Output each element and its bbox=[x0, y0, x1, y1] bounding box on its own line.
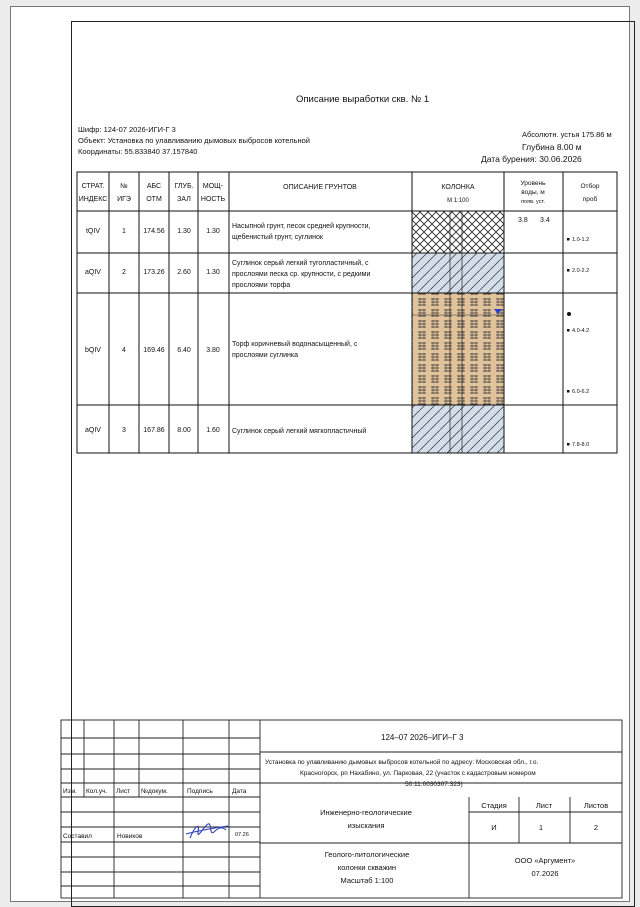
header-ige-2: ИГЭ bbox=[117, 196, 131, 203]
cell-thick: 1.30 bbox=[206, 269, 220, 276]
cell-thick: 1.30 bbox=[206, 228, 220, 235]
cell-abs: 173.26 bbox=[143, 269, 165, 276]
stamp-project-line: Установка по улавливанию дымовых выбросов котельной по адресу: Московская обл., г.о. bbox=[265, 759, 539, 766]
cell-thick: 1.60 bbox=[206, 427, 220, 434]
sample-label: 2.0-2.2 bbox=[572, 268, 590, 274]
sheet-label: Лист bbox=[535, 801, 553, 810]
drawing-line: Геолого-литологические bbox=[324, 850, 410, 859]
sheet-value: 1 bbox=[538, 823, 544, 832]
drill-date-text: Дата бурения: 30.06.2026 bbox=[481, 154, 582, 164]
header-column-scale: М 1:100 bbox=[447, 198, 469, 204]
page-title: Описание выработки скв. № 1 bbox=[296, 94, 430, 105]
sheets-label: Листов bbox=[583, 801, 609, 810]
stamp-code: 124–07 2026–ИГИ–Г 3 bbox=[381, 733, 464, 742]
cell-ige: 2 bbox=[122, 269, 126, 276]
cell-description: Суглинок серый легкий мягкопластичный bbox=[232, 428, 367, 435]
depth-text: Глубина 8.00 м bbox=[522, 142, 582, 152]
cell-ige: 3 bbox=[122, 427, 126, 434]
stamp-project-line: Красногорск, рп Нахабино, ул. Парковая, 22 (участок с кадастровым номером bbox=[300, 770, 536, 777]
section-line: Инженерно-геологические bbox=[320, 808, 412, 817]
org-date: 07.2026 bbox=[531, 869, 559, 878]
header-thick-2: НОСТЬ bbox=[200, 196, 226, 203]
cell-strat: aQIV bbox=[85, 269, 101, 276]
header-abs-2: ОТМ bbox=[146, 196, 162, 203]
col-date: Дата bbox=[232, 788, 247, 795]
cell-abs: 167.86 bbox=[143, 427, 165, 434]
sheets-value: 2 bbox=[593, 823, 599, 832]
header-samples-2: проб bbox=[582, 196, 598, 203]
composed-date: 07.26 bbox=[235, 832, 249, 838]
stage-value: И bbox=[491, 823, 497, 832]
cell-strat: bQIV bbox=[85, 347, 101, 354]
header-water-2: воды, м bbox=[521, 189, 545, 196]
signature bbox=[186, 824, 228, 838]
header-depth-2: ЗАЛ bbox=[177, 196, 191, 203]
cell-description: Суглинок серый легкий тугопластичный, с bbox=[232, 260, 369, 267]
header-strat-1: СТРАТ. bbox=[81, 183, 105, 190]
header-column: КОЛОНКА bbox=[441, 184, 475, 191]
header-samples-1: Отбор bbox=[580, 183, 600, 190]
header-abs-1: АБС bbox=[146, 183, 162, 190]
drawing-line: Масштаб 1:100 bbox=[340, 876, 394, 885]
header-water-1: Уровень bbox=[520, 180, 546, 187]
water-appeared: 3.8 bbox=[518, 217, 528, 224]
cell-description: прослоями торфа bbox=[232, 282, 291, 289]
cell-depth: 1.30 bbox=[177, 228, 191, 235]
org-name: ООО «Аргумент» bbox=[514, 856, 576, 865]
header-strat-2: ИНДЕКС bbox=[78, 196, 108, 203]
water-steady: 3.4 bbox=[540, 217, 550, 224]
cell-strat: aQIV bbox=[85, 427, 101, 434]
cell-strat: tQIV bbox=[85, 228, 101, 235]
header-ige-1: № bbox=[120, 183, 128, 190]
header-thick-1: МОЩ- bbox=[202, 183, 224, 190]
stage-label: Стадия bbox=[481, 801, 507, 810]
cell-description: прослоями песка ср. крупности, с редкими bbox=[232, 271, 371, 278]
col-izm: Изм. bbox=[63, 788, 77, 795]
cell-depth: 2.60 bbox=[177, 269, 191, 276]
col-sign: Подпись bbox=[187, 788, 213, 795]
section-line: изыскания bbox=[347, 821, 385, 830]
coordinates-text: Координаты: 55.833840 37.157840 bbox=[78, 147, 198, 156]
cell-depth: 6.40 bbox=[177, 347, 191, 354]
cell-thick: 3.80 bbox=[206, 347, 220, 354]
object-text: Объект: Установка по улавливанию дымовых выбросов котельной bbox=[78, 136, 310, 145]
cell-ige: 1 bbox=[122, 228, 126, 235]
cell-description: Насыпной грунт, песок средней крупности, bbox=[232, 223, 371, 230]
header-description: ОПИСАНИЕ ГРУНТОВ bbox=[283, 184, 357, 191]
col-doc: №докум. bbox=[141, 788, 168, 795]
cell-depth: 8.00 bbox=[177, 427, 191, 434]
cell-abs: 174.56 bbox=[143, 228, 165, 235]
cell-description: щебенистый грунт, суглинок bbox=[232, 234, 323, 241]
composed-name: Новиков bbox=[117, 833, 143, 840]
cell-description: прослоями суглинка bbox=[232, 352, 298, 359]
sample-label: 7.8-8.0 bbox=[572, 442, 590, 448]
cell-description: Торф коричневый водонасыщенный, с bbox=[232, 341, 358, 348]
sample-label: 6.0-6.2 bbox=[572, 389, 590, 395]
col-kol-uch: Кол.уч. bbox=[86, 788, 108, 795]
sample-label: 1.0-1.2 bbox=[572, 237, 590, 243]
header-depth-1: ГЛУБ. bbox=[174, 183, 194, 190]
col-list: Лист bbox=[116, 788, 131, 795]
cell-abs: 169.46 bbox=[143, 347, 165, 354]
header-water-3: появ. уст. bbox=[521, 199, 545, 205]
abs-mouth-text: Абсолютн. устья 175.86 м bbox=[522, 130, 612, 139]
cell-ige: 4 bbox=[122, 347, 126, 354]
cipher-text: Шифр: 124-07 2026-ИГИ-Г 3 bbox=[78, 125, 176, 134]
drawing-line: колонки скважин bbox=[337, 863, 397, 872]
sample-label: 4.0-4.2 bbox=[572, 328, 590, 334]
stamp-project-line: 50:11:0030307:323) bbox=[405, 781, 463, 788]
composed-label: Составил bbox=[63, 833, 92, 840]
